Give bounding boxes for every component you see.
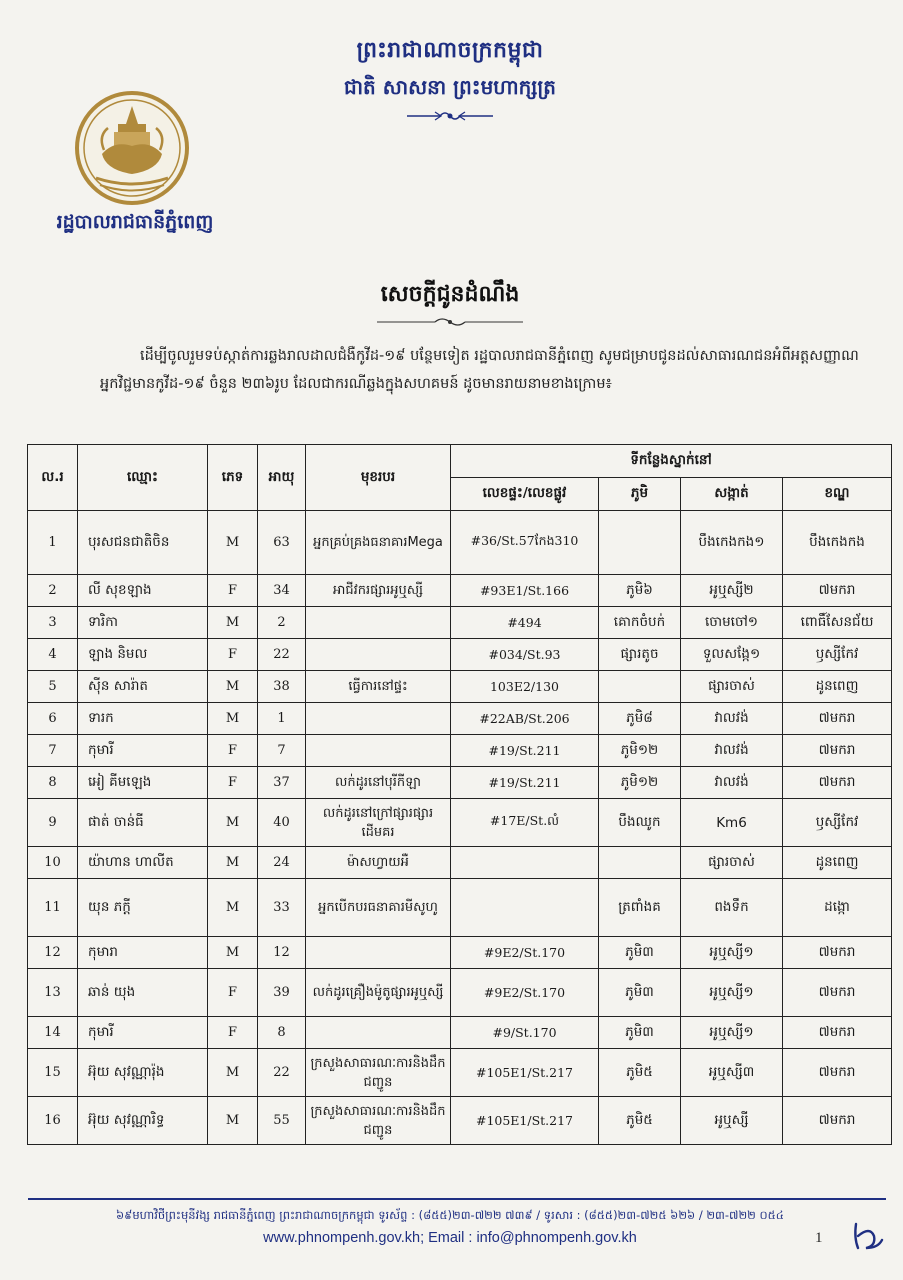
cell-house-street: #034/St.93 <box>451 639 599 671</box>
cell-no: 6 <box>28 703 78 735</box>
table-row <box>28 607 892 639</box>
cell-district: ដង្កោ <box>783 879 892 937</box>
cell-sex: F <box>208 575 258 607</box>
table-row <box>28 1017 892 1049</box>
cell-village: ភូមិ១២ <box>599 767 681 799</box>
cell-commune: វាលវង់ <box>681 735 783 767</box>
table-row <box>28 703 892 735</box>
cell-occupation <box>306 937 451 969</box>
cell-village: ភូមិ៥ <box>599 1049 681 1097</box>
cell-village: ភូមិ៥ <box>599 1097 681 1145</box>
table-row <box>28 969 892 1017</box>
cell-no: 12 <box>28 937 78 969</box>
phnom-penh-seal-icon <box>74 90 190 206</box>
cell-sex: M <box>208 1097 258 1145</box>
cell-name: បុរសជនជាតិចិន <box>78 511 208 575</box>
cell-house-street <box>451 847 599 879</box>
cell-no: 16 <box>28 1097 78 1145</box>
cell-district: ៧មករា <box>783 575 892 607</box>
cell-commune: ចោមចៅ១ <box>681 607 783 639</box>
cell-age: 33 <box>258 879 306 937</box>
cell-sex: F <box>208 767 258 799</box>
cell-no: 2 <box>28 575 78 607</box>
page-number: 1 <box>815 1230 823 1246</box>
cell-village <box>599 671 681 703</box>
cell-name: អ៊ុយ សុវណ្ណារ៉ុង <box>78 1049 208 1097</box>
cell-age: 12 <box>258 937 306 969</box>
cell-house-street: 103E2/130 <box>451 671 599 703</box>
footer-contact: www.phnompenh.gov.kh; Email : info@phnompenh.gov.kh <box>263 1230 637 1246</box>
cell-district: ៧មករា <box>783 735 892 767</box>
cell-house-street: #105E1/St.217 <box>451 1049 599 1097</box>
table-row <box>28 1049 892 1097</box>
cell-occupation <box>306 607 451 639</box>
cell-commune: អូឬស្សី១ <box>681 1017 783 1049</box>
cell-commune: ផ្សារចាស់ <box>681 847 783 879</box>
cell-age: 24 <box>258 847 306 879</box>
cell-village: ភូមិ៣ <box>599 937 681 969</box>
cell-occupation: អ្នកបើកបរធនាគារមីសូហូ <box>306 879 451 937</box>
col-header-no: ល.រ <box>28 445 78 511</box>
cell-commune: ផ្សារចាស់ <box>681 671 783 703</box>
cell-sex: F <box>208 969 258 1017</box>
cell-village: ផ្សារតូច <box>599 639 681 671</box>
cell-sex: F <box>208 639 258 671</box>
cell-no: 11 <box>28 879 78 937</box>
cell-village: ភូមិ៣ <box>599 969 681 1017</box>
col-header-commune: សង្កាត់ <box>681 478 783 511</box>
col-header-house: លេខផ្ទះ/លេខផ្លូវ <box>451 478 599 511</box>
cell-no: 4 <box>28 639 78 671</box>
cell-district: ៧មករា <box>783 767 892 799</box>
table-row <box>28 575 892 607</box>
cell-name: ទារក <box>78 703 208 735</box>
table-row <box>28 1097 892 1145</box>
table-row <box>28 799 892 847</box>
cell-age: 22 <box>258 639 306 671</box>
col-header-occupation: មុខរបរ <box>306 445 451 511</box>
cell-age: 40 <box>258 799 306 847</box>
cell-commune: បឹងកេងកង១ <box>681 511 783 575</box>
cell-age: 7 <box>258 735 306 767</box>
cell-name: ឆាន់ យុង <box>78 969 208 1017</box>
cell-occupation: អាជីវករផ្សារអូឬស្សី <box>306 575 451 607</box>
cell-house-street: #19/St.211 <box>451 767 599 799</box>
cell-sex: M <box>208 799 258 847</box>
cell-name: អ៊ុយ សុវណ្ណារិទ្ធ <box>78 1097 208 1145</box>
cell-house-street: #22AB/St.206 <box>451 703 599 735</box>
cell-name: ស៊ីន សារ៉ាត <box>78 671 208 703</box>
cell-sex: M <box>208 847 258 879</box>
cell-age: 1 <box>258 703 306 735</box>
cell-village <box>599 511 681 575</box>
cell-commune: អូឬស្សី១ <box>681 969 783 1017</box>
cell-village: គោកចំបក់ <box>599 607 681 639</box>
cell-district: ៧មករា <box>783 1049 892 1097</box>
cell-name: កុមារី <box>78 735 208 767</box>
cell-sex: M <box>208 937 258 969</box>
cell-house-street: #17E/St.លំ <box>451 799 599 847</box>
cell-age: 34 <box>258 575 306 607</box>
cell-house-street <box>451 879 599 937</box>
title-ornament-icon <box>375 315 525 329</box>
cases-table <box>27 444 892 1145</box>
issuing-authority: រដ្ឋបាលរាជធានីភ្នំពេញ <box>56 211 214 233</box>
cell-occupation: លក់ដូរគ្រឿងម៉ូតូផ្សារអូឬស្សី <box>306 969 451 1017</box>
cell-house-street: #19/St.211 <box>451 735 599 767</box>
table-row <box>28 937 892 969</box>
header-row <box>28 445 892 478</box>
cell-village: ត្រពាំងគ <box>599 879 681 937</box>
cell-house-street: #9E2/St.170 <box>451 937 599 969</box>
cell-occupation: អ្នកគ្រប់គ្រងធនាគារMega <box>306 511 451 575</box>
cell-no: 15 <box>28 1049 78 1097</box>
cell-age: 37 <box>258 767 306 799</box>
col-header-village: ភូមិ <box>599 478 681 511</box>
cell-age: 2 <box>258 607 306 639</box>
cell-occupation: ក្រសួងសាធារណៈការនិងដឹកជញ្ជូន <box>306 1097 451 1145</box>
cell-district: ដូនពេញ <box>783 847 892 879</box>
cell-sex: M <box>208 1049 258 1097</box>
table-row <box>28 767 892 799</box>
cell-house-street: #494 <box>451 607 599 639</box>
cell-district: ៧មករា <box>783 1097 892 1145</box>
cell-commune: វាលវង់ <box>681 767 783 799</box>
intro-paragraph <box>100 342 860 398</box>
cell-village: ភូមិ៦ <box>599 575 681 607</box>
cell-age: 63 <box>258 511 306 575</box>
col-header-sex: ភេទ <box>208 445 258 511</box>
cell-house-street: #93E1/St.166 <box>451 575 599 607</box>
cell-district: ៧មករា <box>783 937 892 969</box>
cell-district: ឫស្សីកែវ <box>783 639 892 671</box>
cell-occupation <box>306 639 451 671</box>
cell-sex: M <box>208 879 258 937</box>
cell-sex: F <box>208 1017 258 1049</box>
table-row <box>28 511 892 575</box>
cell-sex: M <box>208 671 258 703</box>
cell-occupation: ក្រសួងសាធារណៈការនិងដឹកជញ្ជូន <box>306 1049 451 1097</box>
cell-name: ផាត់ ចាន់ធី <box>78 799 208 847</box>
cell-no: 9 <box>28 799 78 847</box>
cell-no: 13 <box>28 969 78 1017</box>
table-row <box>28 735 892 767</box>
cell-no: 8 <box>28 767 78 799</box>
cell-village: ភូមិ៣ <box>599 1017 681 1049</box>
cases-table-body <box>28 511 892 1145</box>
cell-age: 55 <box>258 1097 306 1145</box>
cell-no: 5 <box>28 671 78 703</box>
cell-name: លី សុខឡាង <box>78 575 208 607</box>
cell-village: ភូមិ៨ <box>599 703 681 735</box>
col-header-residence: ទីកន្លែងស្នាក់នៅ <box>451 445 892 478</box>
cell-name: យ៉ាហាន ហាលីត <box>78 847 208 879</box>
cell-age: 8 <box>258 1017 306 1049</box>
handwritten-initial-mark-icon <box>848 1218 888 1254</box>
cell-house-street: #9/St.170 <box>451 1017 599 1049</box>
cell-house-street: #105E1/St.217 <box>451 1097 599 1145</box>
cell-sex: M <box>208 703 258 735</box>
footer-divider <box>28 1198 886 1200</box>
header-ornament-icon <box>405 108 495 124</box>
cell-commune: វាលវង់ <box>681 703 783 735</box>
cell-sex: M <box>208 607 258 639</box>
cell-village: បឹងឈូក <box>599 799 681 847</box>
cell-age: 22 <box>258 1049 306 1097</box>
cell-commune: អូឬស្សី <box>681 1097 783 1145</box>
footer-address: ៦៩មហាវិថីព្រះមុនីវង្ស រាជធានីភ្នំពេញ ព្រះរាជាណាចក្រកម្ពុជា ទូរស័ព្ទ : (៨៥៥)២៣-៧២២ ៧៣៩ / ទូរសារ : (៨៥៥)២៣-៧២៥ ៦២៦ / ២៣-៧២២ ០៥៤ <box>116 1208 784 1222</box>
cell-occupation <box>306 1017 451 1049</box>
cell-village: ភូមិ១២ <box>599 735 681 767</box>
table-row <box>28 639 892 671</box>
kingdom-heading: ព្រះរាជាណាចក្រកម្ពុជា <box>356 38 544 63</box>
intro-text: ដើម្បីចូលរួមទប់ស្កាត់ការឆ្លងរាលដាលជំងឺកូវីដ-១៩ បន្ថែមទៀត រដ្ឋបាលរាជធានីភ្នំពេញ សូមជម្រាបជូនដល់សាធារណជនអំពីអត្តសញ្ញាណអ្នកវិជ្ជមានកូវីដ-១៩ ចំនួន ២៣៦រូប ដែលជាករណីឆ្លងក្នុងសហគមន៍ ដូចមានរាយនាមខាងក្រោម៖ <box>100 348 859 392</box>
cell-age: 38 <box>258 671 306 703</box>
cell-house-street: #36/St.57កែង310 <box>451 511 599 575</box>
table-row <box>28 671 892 703</box>
cell-district: ឫស្សីកែវ <box>783 799 892 847</box>
cell-district: ដូនពេញ <box>783 671 892 703</box>
col-header-name: ឈ្មោះ <box>78 445 208 511</box>
cell-district: បឹងកេងកង <box>783 511 892 575</box>
cell-occupation: លក់ដូរនៅបុរីកីឡា <box>306 767 451 799</box>
cell-occupation <box>306 703 451 735</box>
cell-name: ទារិកា <box>78 607 208 639</box>
cell-district: ៧មករា <box>783 703 892 735</box>
cell-name: កុមារី <box>78 1017 208 1049</box>
national-motto: ជាតិ សាសនា ព្រះមហាក្សត្រ <box>344 75 556 99</box>
cell-name: ឡាង និមល <box>78 639 208 671</box>
cell-commune: អូឬស្សី១ <box>681 937 783 969</box>
cell-district: ពោធិ៍សែនជ័យ <box>783 607 892 639</box>
cell-sex: M <box>208 511 258 575</box>
table-row <box>28 879 892 937</box>
cell-village <box>599 847 681 879</box>
table-row <box>28 847 892 879</box>
cell-occupation: ធ្វើការនៅផ្ទះ <box>306 671 451 703</box>
cell-occupation: ម៉ាសហ្វាយអឺ <box>306 847 451 879</box>
cell-no: 10 <box>28 847 78 879</box>
cell-sex: F <box>208 735 258 767</box>
cell-commune: អូឬស្សី៣ <box>681 1049 783 1097</box>
cell-name: អៀ គីមឡេង <box>78 767 208 799</box>
document-title: សេចក្តីជូនដំណឹង <box>380 282 520 307</box>
col-header-age: អាយុ <box>258 445 306 511</box>
cell-commune: អូឬស្សី២ <box>681 575 783 607</box>
cell-district: ៧មករា <box>783 1017 892 1049</box>
cell-house-street: #9E2/St.170 <box>451 969 599 1017</box>
cell-name: កុមារា <box>78 937 208 969</box>
col-header-district: ខណ្ឌ <box>783 478 892 511</box>
cell-commune: Km6 <box>681 799 783 847</box>
cell-no: 1 <box>28 511 78 575</box>
cell-no: 14 <box>28 1017 78 1049</box>
cell-no: 3 <box>28 607 78 639</box>
cell-district: ៧មករា <box>783 969 892 1017</box>
cell-occupation <box>306 735 451 767</box>
cell-commune: ពងទឹក <box>681 879 783 937</box>
cell-occupation: លក់ដូរនៅក្រៅផ្សារផ្សារដើមគរ <box>306 799 451 847</box>
cell-name: យុន ភក្តី <box>78 879 208 937</box>
cell-no: 7 <box>28 735 78 767</box>
cell-age: 39 <box>258 969 306 1017</box>
cell-commune: ទួលសង្កែ១ <box>681 639 783 671</box>
